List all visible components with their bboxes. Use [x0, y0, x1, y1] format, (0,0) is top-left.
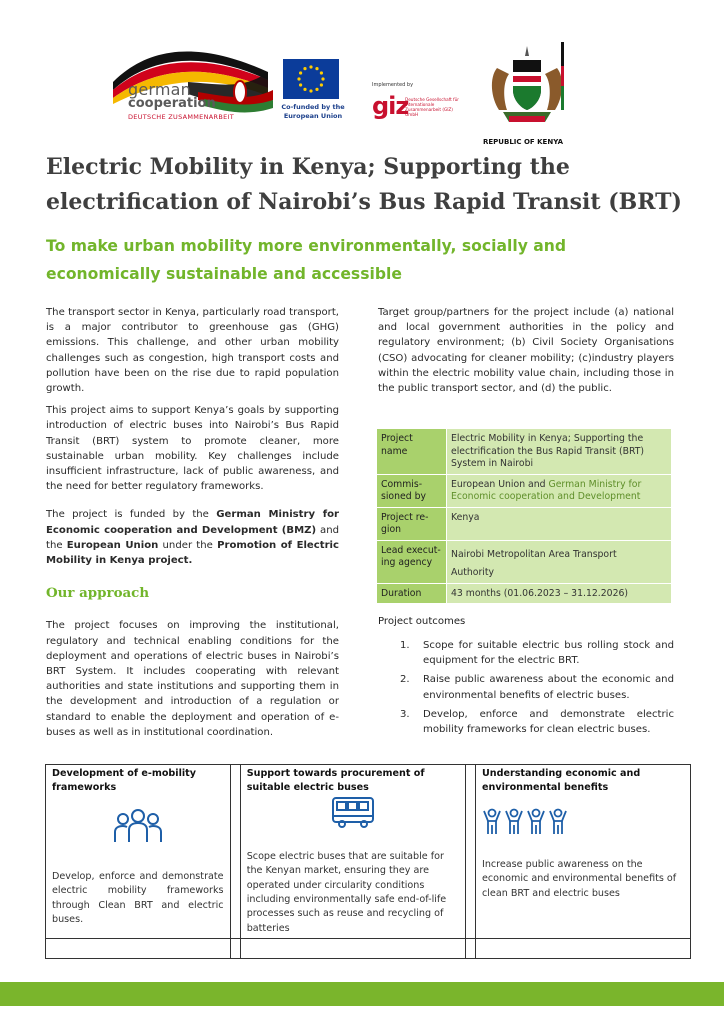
empty-cell	[475, 939, 690, 959]
project-info-table	[376, 428, 672, 604]
funding-text-2: and the	[46, 524, 340, 551]
table-spacer	[230, 765, 240, 939]
table-row	[377, 507, 672, 540]
giz-logo: giz	[372, 92, 409, 120]
outcomes-list	[400, 638, 674, 741]
german-cooperation-line3: DEUTSCHE ZUSAMMENARBEIT	[128, 113, 234, 121]
republic-of-kenya-text: REPUBLIC OF KENYA	[483, 138, 564, 146]
region-label: Project re-gion	[377, 507, 447, 540]
page-subtitle: To make urban mobility more environmentally, socially and economically sustainable and accessible	[46, 237, 567, 283]
duration-label: Duration	[377, 583, 447, 604]
commissioned-value	[447, 474, 672, 507]
kenya-coat-of-arms-icon	[485, 38, 569, 132]
giz-implemented-by: Implemented by	[372, 82, 414, 88]
funding-text-3: under the	[158, 539, 218, 551]
focus-frameworks-cell	[46, 765, 231, 939]
table-spacer	[230, 939, 240, 959]
left-column	[46, 305, 339, 747]
target-group-paragraph: Target group/partners for the project include (a) national and local government authorities in the policy and regulatory environment; (b) Civil Society Organisations (CSO) advocating for cleaner mobility; (c)industry players within the electric mobility value chain, including those in the public transport sector, and (d) the public.	[378, 307, 674, 395]
approach-heading: Our approach	[46, 585, 150, 602]
table-row	[46, 765, 691, 939]
empty-cell	[240, 939, 465, 959]
german-cooperation-line2: cooperation	[128, 96, 216, 111]
focus-procurement-heading: Support towards procurement of suitable electric buses	[246, 768, 425, 794]
german-cooperation-line1: german	[128, 80, 192, 99]
footer-bar	[0, 982, 724, 1006]
list-item	[400, 638, 674, 668]
table-row	[46, 939, 691, 959]
outcome-text: Scope for suitable electric bus rolling stock and equipment for the electric BRT.	[423, 640, 674, 667]
duration-value: 43 months (01.06.2023 – 31.12.2026)	[447, 583, 672, 604]
focus-areas-table	[45, 764, 691, 959]
lead-agency-line1: Nairobi Metropolitan Area Transport	[451, 548, 617, 560]
table-row	[377, 474, 672, 507]
logo-strip	[0, 30, 724, 146]
crowd-icon	[482, 800, 684, 844]
focus-frameworks-heading: Development of e-mobility frameworks	[52, 768, 196, 794]
outcome-number: 1.	[400, 640, 410, 651]
empty-cell	[46, 939, 231, 959]
table-row	[377, 540, 672, 583]
table-row	[377, 583, 672, 604]
focus-benefits-desc: Increase public awareness on the economic and environmental benefits of clean BRT and electric buses	[481, 858, 677, 899]
bus-icon	[247, 790, 459, 834]
approach-paragraph: The project focuses on improving the institutional, regulatory and technical enabling conditions for the deployment and operations of electric buses in Nairobi’s BRT System. It includes cooperating with relevant authorities and state institutions and supporting them in the development and introduction of a regulation or standard to enable the deployment and operation of e-buses as well as in institutional coordination.	[46, 620, 339, 738]
focus-procurement-cell	[240, 765, 465, 939]
commissioned-eu: European Union and	[451, 478, 549, 490]
bmz-name: German Ministry for Economic cooperation and Development (BMZ)	[46, 509, 339, 536]
aims-paragraph: This project aims to support Kenya’s goals by supporting introduction of electric buses into Nairobi’s Bus Rapid Transit (BRT) system to promote cleaner, more sustainable urban mobility. Key challenges include insufficient infrastructure, lack of public awareness, and the need for better regulatory frameworks.	[46, 405, 339, 493]
project-name-label: Project name	[377, 429, 447, 475]
commissioned-bmz: German Ministry for Economic cooperation and Development	[451, 478, 642, 502]
focus-benefits-cell	[475, 765, 690, 939]
outcome-number: 2.	[400, 674, 410, 686]
table-spacer	[465, 765, 475, 939]
eu-name: European Union	[66, 539, 159, 551]
commissioned-label: Commis-sioned by	[377, 474, 447, 507]
giz-full-name: Deutsche Gesellschaft für Internationale Zusammenarbeit (GIZ) GmbH	[405, 97, 459, 117]
right-column	[378, 305, 674, 403]
intro-paragraph: The transport sector in Kenya, particularly road transport, is a major contributor to greenhouse gas (GHG) emissions. This challenge, and other urban mobility challenges such as congestion, high transport costs and pollution have been on the rise due to rapid population growth.	[46, 307, 339, 395]
focus-procurement-desc: Scope electric buses that are suitable for the Kenyan market, ensuring they are operated under circularity conditions including environmentally safe end-of-life processes such as reuse and recycling of batteries	[246, 850, 447, 934]
outcome-text: Raise public awareness about the economic and environmental benefits of electric buses.	[423, 674, 674, 701]
list-item	[400, 672, 674, 702]
page-title: Electric Mobility in Kenya; Supporting the electrification of Nairobi’s Bus Rapid Transit (BRT)	[46, 154, 682, 215]
eu-cofunded-text: Co-funded by the European Union	[281, 103, 345, 120]
outcome-text: Develop, enforce and demonstrate electric mobility frameworks for clean electric buses.	[423, 708, 674, 736]
outcomes-heading: Project outcomes	[378, 616, 466, 627]
lead-agency-value	[447, 540, 672, 583]
list-item	[400, 707, 674, 737]
project-program-name: Promotion of Electric Mobility in Kenya project.	[46, 539, 340, 567]
table-spacer	[465, 939, 475, 959]
outcome-number: 3.	[400, 708, 410, 720]
lead-agency-label: Lead execut-ing agency	[377, 540, 447, 583]
table-row	[377, 429, 672, 475]
region-value: Kenya	[447, 507, 672, 540]
eu-flag-icon	[283, 59, 339, 99]
lead-agency-line2: Authority	[451, 567, 495, 578]
funding-text-1: The project is funded by the	[46, 509, 217, 521]
focus-benefits-heading: Understanding economic and environmental benefits	[481, 768, 641, 794]
funding-paragraph	[46, 507, 339, 568]
project-name-value: Electric Mobility in Kenya; Supporting the electrification the Bus Rapid Transit (BRT) System in Nairobi	[447, 429, 672, 475]
people-icon	[52, 804, 224, 848]
focus-frameworks-desc: Develop, enforce and demonstrate electric mobility frameworks through Clean BRT and electric buses.	[52, 870, 224, 926]
